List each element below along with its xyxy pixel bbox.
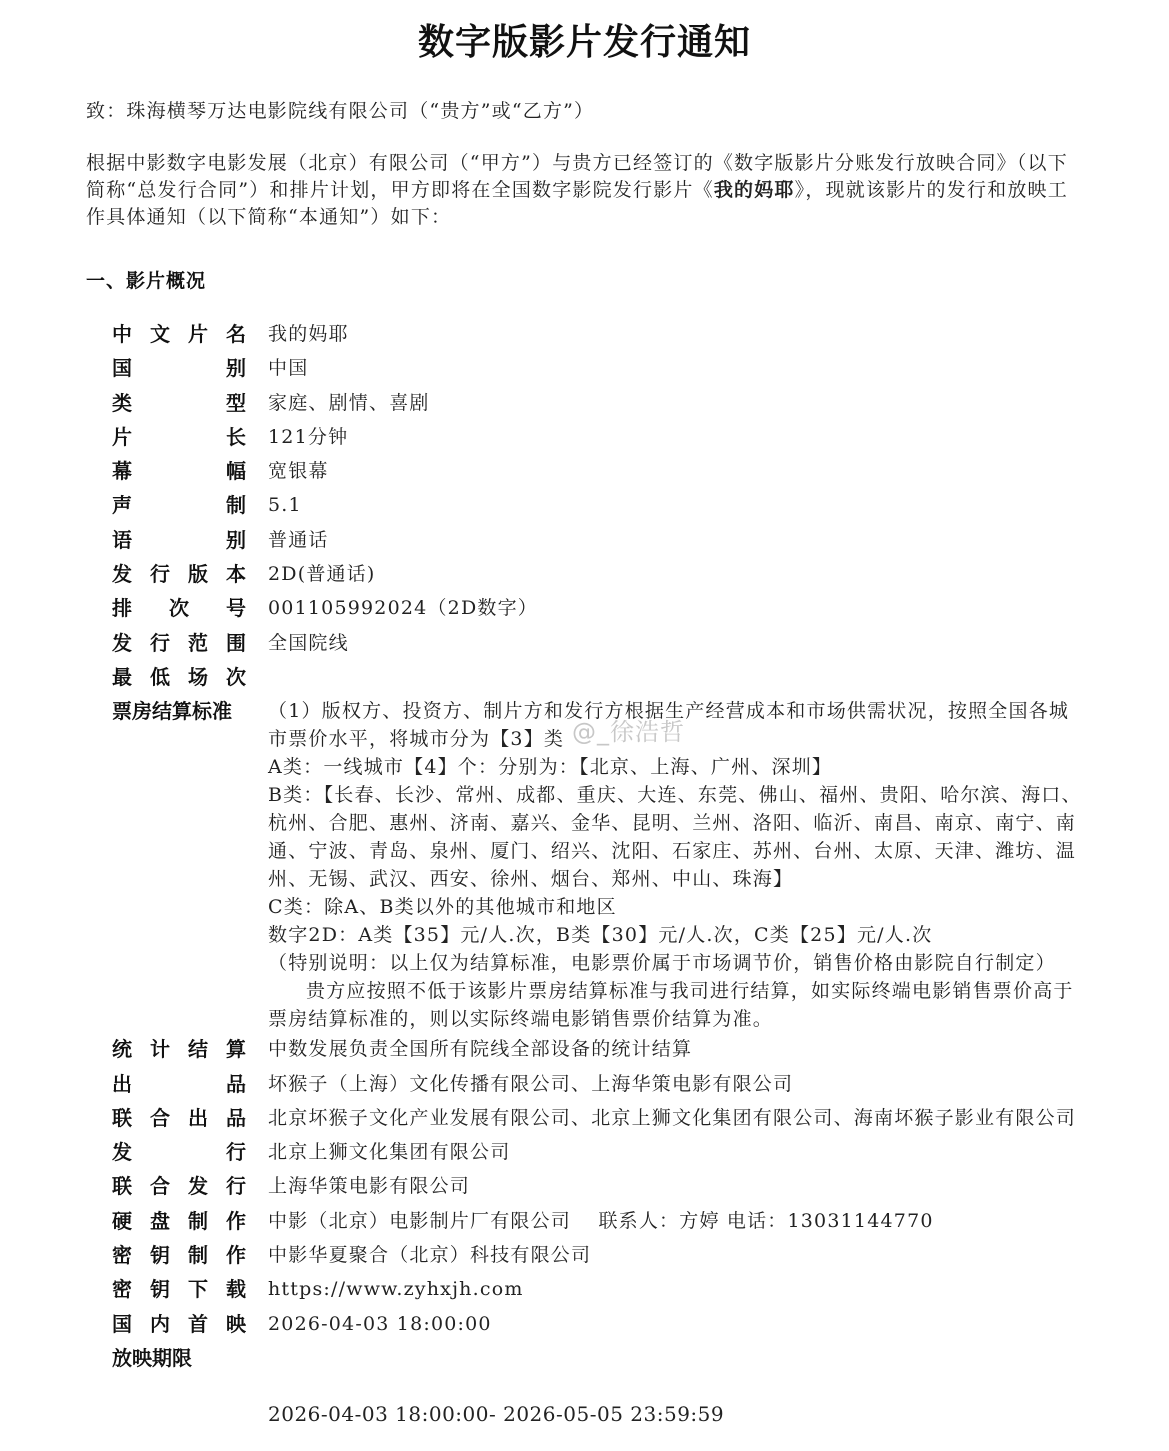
- label-co-producer: [112, 1102, 246, 1134]
- value-key-production: 中影华夏聚合（北京）科技有限公司: [268, 1244, 592, 1267]
- value-release-version: 2D(普通话): [268, 563, 376, 586]
- value-hard-disk: 中影（北京）电影制片厂有限公司 联系人：方婷 电话：13031144770: [268, 1209, 934, 1232]
- value-statistics: 中数发展负责全国所有院线全部设备的统计结算: [268, 1038, 693, 1061]
- row-hard-disk: [112, 1205, 1087, 1239]
- label-char: 型: [226, 390, 246, 415]
- value-release-scope: 全国院线: [268, 631, 349, 654]
- row-co-producer: [112, 1102, 1087, 1136]
- label-char: 制: [188, 1243, 208, 1268]
- label-char: 内: [150, 1311, 170, 1336]
- section-heading-film-overview: 一、影片概况: [86, 270, 207, 292]
- row-premiere: [112, 1308, 1087, 1342]
- row-distributor: [112, 1136, 1087, 1170]
- label-char: 国: [112, 1311, 132, 1336]
- label-char: 次: [226, 664, 246, 689]
- label-genre: [112, 387, 246, 419]
- label-char: 作: [226, 1243, 246, 1268]
- addressee: 致：珠海横琴万达电影院线有限公司（“贵方”或“乙方”）: [86, 100, 595, 122]
- label-min-screenings: [112, 661, 246, 693]
- label-char: 制: [226, 493, 246, 518]
- label-char: 片: [188, 322, 208, 346]
- label-box-office-standard: 票房结算标准: [112, 699, 232, 724]
- label-length: [112, 421, 246, 453]
- label-char: 钥: [150, 1243, 170, 1268]
- standard-line-special-note: （特别说明：以上仅为结算标准，电影票价属于市场调节价，销售价格由影院自行制定）: [268, 952, 1056, 975]
- label-char: 作: [226, 1208, 246, 1233]
- value-premiere: 2026-04-03 18:00:00: [268, 1312, 492, 1335]
- label-release-version: [112, 558, 246, 590]
- label-char: 首: [188, 1311, 208, 1336]
- row-key-download: [112, 1273, 1087, 1307]
- standard-line-prices: 数字2D：A类【35】元/人.次，B类【30】元/人.次，C类【25】元/人.次: [268, 924, 933, 947]
- label-char: 行: [150, 630, 170, 655]
- value-language: 普通话: [268, 528, 329, 551]
- label-release-scope: [112, 627, 246, 659]
- standard-line-class-c: C类：除A、B类以外的其他城市和地区: [268, 896, 617, 919]
- label-language: [112, 524, 246, 556]
- label-char: 语: [112, 527, 132, 552]
- label-char: 发: [188, 1174, 208, 1199]
- intro-text-before: 根据中影数字电影发展（北京）有限公司（“甲方”）与贵方已经签订的《数字版影片分账发行放映合同》（以下简称“总发行合同”）和排片计划，甲方即将在全国数字影院发行影片《: [86, 152, 1068, 201]
- label-producer: [112, 1068, 246, 1100]
- value-producer: 坏猴子（上海）文化传播有限公司、上海华策电影有限公司: [268, 1072, 794, 1095]
- label-char: 长: [226, 424, 246, 449]
- label-char: 次: [169, 596, 189, 621]
- watermark-text: @_徐浩哲: [572, 718, 685, 746]
- label-char: 别: [226, 356, 246, 381]
- label-char: 片: [112, 424, 132, 449]
- label-char: 品: [226, 1071, 246, 1096]
- label-statistics: [112, 1033, 246, 1065]
- standard-settlement-note: 贵方应按照不低于该影片票房结算标准与我司进行结算，如实际终端电影销售票价高于票房结算标准的，则以实际终端电影销售票价结算为准。: [268, 980, 1074, 1031]
- row-country: [112, 352, 1087, 386]
- label-char: 类: [112, 390, 132, 415]
- label-char: 下: [188, 1277, 208, 1302]
- value-co-producer: 北京坏猴子文化产业发展有限公司、北京上狮文化集团有限公司、海南坏猴子影业有限公司: [268, 1106, 1077, 1129]
- label-char: 密: [112, 1243, 132, 1268]
- label-char: 文: [150, 322, 170, 346]
- row-length: [112, 421, 1087, 455]
- row-chinese-title: [112, 318, 1087, 352]
- label-char: 行: [226, 1174, 246, 1199]
- label-char: 出: [188, 1105, 208, 1130]
- label-char: 合: [150, 1174, 170, 1199]
- row-batch-number: [112, 592, 1087, 626]
- value-co-distributor: 上海华策电影有限公司: [268, 1175, 471, 1198]
- label-char: 盘: [150, 1208, 170, 1233]
- label-char: 国: [112, 356, 132, 381]
- info-table: [112, 318, 1087, 1376]
- label-char: 品: [226, 1105, 246, 1130]
- label-char: 声: [112, 493, 132, 518]
- value-length: 121分钟: [268, 425, 349, 448]
- label-char: 行: [150, 562, 170, 587]
- label-key-download: [112, 1273, 246, 1305]
- film-title-bold: 我的妈耶: [713, 179, 795, 201]
- label-char: 幅: [226, 459, 246, 484]
- value-key-download-url: https://www.zyhxjh.com: [268, 1278, 524, 1301]
- label-sound: [112, 489, 246, 521]
- label-distributor: [112, 1136, 246, 1168]
- label-co-distributor: [112, 1170, 246, 1202]
- label-char: 别: [226, 527, 246, 552]
- label-screen: [112, 455, 246, 487]
- label-char: 发: [112, 562, 132, 587]
- row-sound: [112, 489, 1087, 523]
- label-hard-disk: [112, 1205, 246, 1237]
- row-screen: [112, 455, 1087, 489]
- label-char: 中: [112, 322, 132, 346]
- label-char: 场: [188, 664, 208, 689]
- label-char: 硬: [112, 1208, 132, 1233]
- label-char: 算: [226, 1037, 246, 1062]
- value-country: 中国: [268, 357, 309, 380]
- row-co-distributor: [112, 1170, 1087, 1204]
- label-char: 计: [150, 1037, 170, 1062]
- value-chinese-title: 我的妈耶: [268, 323, 349, 345]
- label-batch-number: [112, 592, 246, 624]
- label-char: 出: [112, 1071, 132, 1096]
- label-country: [112, 352, 246, 384]
- label-char: 联: [112, 1105, 132, 1130]
- value-distributor: 北京上狮文化集团有限公司: [268, 1141, 511, 1164]
- label-screening-period: 放映期限: [112, 1345, 192, 1370]
- row-release-scope: [112, 627, 1087, 661]
- label-char: 映: [226, 1311, 246, 1336]
- row-key-production: [112, 1239, 1087, 1273]
- label-char: 联: [112, 1174, 132, 1199]
- label-char: 号: [226, 596, 246, 621]
- row-release-version: [112, 558, 1087, 592]
- row-min-screenings: [112, 661, 1087, 695]
- label-char: 幕: [112, 459, 132, 484]
- row-genre: [112, 387, 1087, 421]
- label-char: 载: [226, 1277, 246, 1302]
- label-char: 围: [226, 630, 246, 655]
- label-char: 合: [150, 1105, 170, 1130]
- label-char: 发: [112, 630, 132, 655]
- label-char: 范: [188, 630, 208, 655]
- value-batch-number: 001105992024（2D数字）: [268, 597, 538, 620]
- label-char: 制: [188, 1208, 208, 1233]
- label-premiere: [112, 1308, 246, 1340]
- label-char: 低: [150, 664, 170, 689]
- label-char: 钥: [150, 1277, 170, 1302]
- label-char: 版: [188, 562, 208, 587]
- standard-line-class-a: A类：一线城市【4】个：分别为：【北京、上海、广州、深圳】: [268, 756, 833, 779]
- label-char: 最: [112, 664, 132, 689]
- standard-line-class-b: B类：【长春、长沙、常州、成都、重庆、大连、东莞、佛山、福州、贵阳、哈尔滨、海口、杭州、合肥、惠州、济南、嘉兴、金华、昆明、兰州、洛阳、临沂、南昌、南京、南宁、南通、宁波、青岛、泉州、厦门、绍兴、沈阳、石家庄、苏州、台州、太原、天津、潍坊、温州、无锡、武汉、西安、徐州、烟台、郑州、中山、珠海】: [268, 784, 1082, 891]
- label-char: 行: [226, 1140, 246, 1165]
- label-char: 发: [112, 1140, 132, 1165]
- label-char: 统: [112, 1037, 132, 1062]
- intro-paragraph: [86, 150, 1086, 231]
- value-sound: 5.1: [268, 494, 302, 517]
- page-title: 数字版影片发行通知: [417, 22, 751, 63]
- row-screening-period: [112, 1342, 1087, 1376]
- label-char: 本: [226, 562, 246, 587]
- label-char: 排: [112, 596, 132, 621]
- label-char: 结: [188, 1037, 208, 1062]
- value-screening-period: 2026-04-03 18:00:00- 2026-05-05 23:59:59: [268, 1402, 725, 1426]
- label-char: 名: [226, 322, 246, 346]
- label-key-production: [112, 1239, 246, 1271]
- row-statistics: [112, 1033, 1087, 1067]
- label-chinese-title: [112, 318, 246, 350]
- row-producer: [112, 1068, 1087, 1102]
- label-char: 密: [112, 1277, 132, 1302]
- value-screen: 宽银幕: [268, 460, 329, 483]
- intro-text-after: 》，现就该影片的发行和放映工作具体通知（以下简称“本通知”）如下：: [86, 179, 1068, 228]
- row-language: [112, 524, 1087, 558]
- standard-line-classification: （1）版权方、投资方、制片方和发行方根据生产经营成本和市场供需状况，按照全国各城市票价水平，将城市分为【3】类: [268, 700, 1070, 751]
- value-genre: 家庭、剧情、喜剧: [268, 391, 430, 414]
